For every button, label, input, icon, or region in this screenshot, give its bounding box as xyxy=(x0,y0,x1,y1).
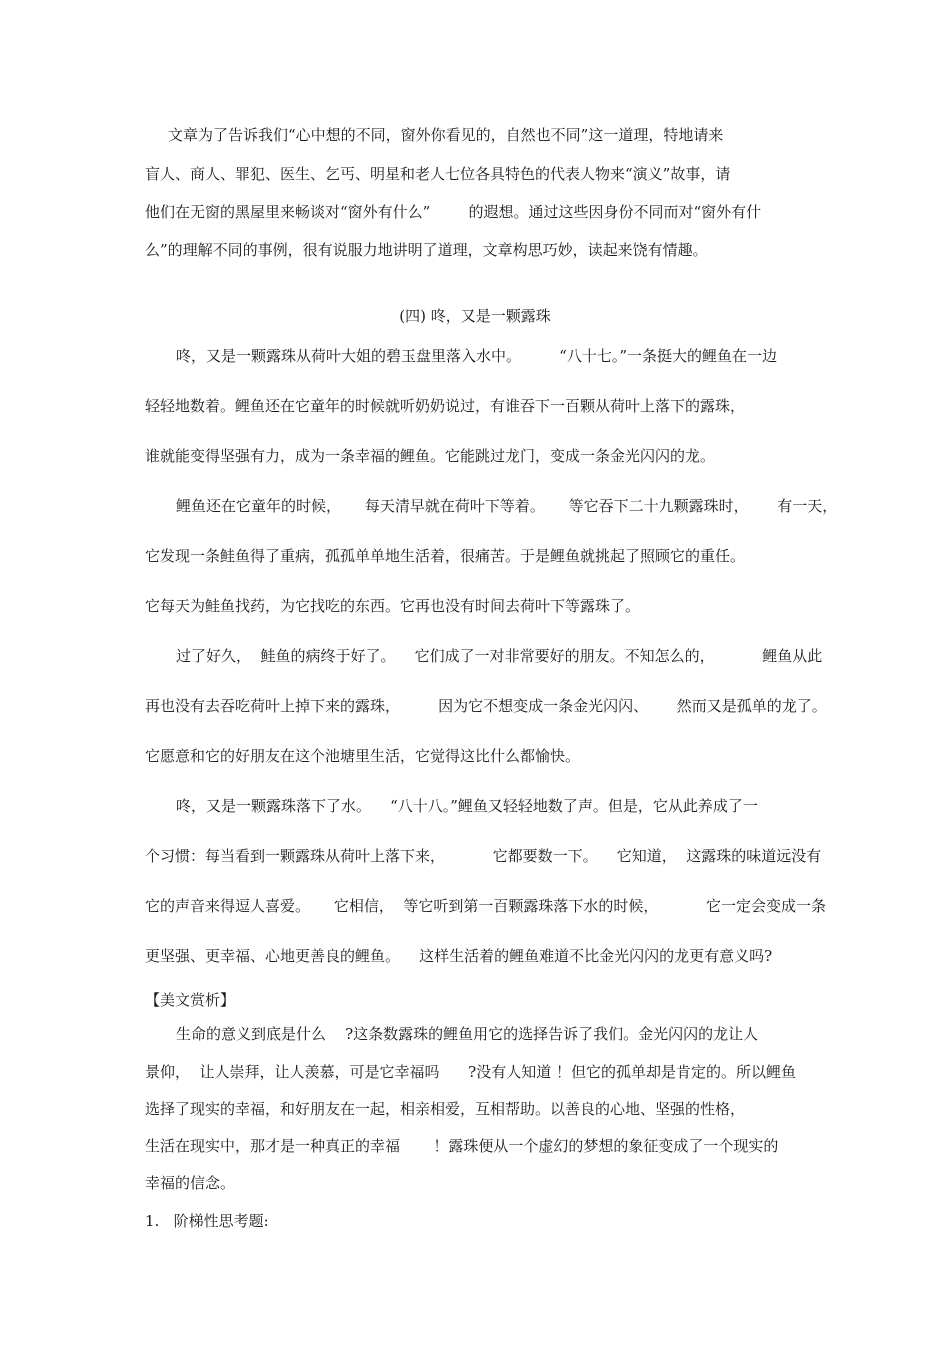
story-p2-line-2: 它发现一条鲑鱼得了重病，孤孤单单地生活着，很痛苦。于是鲤鱼就挑起了照顾它的重任。 xyxy=(145,547,746,565)
intro-line-4: 么”的理解不同的事例，很有说服力地讲明了道理，文章构思巧妙，读起来饶有情趣。 xyxy=(145,241,708,259)
story-p4-line-1: 咚，又是一颗露珠落下了水。 “八十八。”鲤鱼又轻轻地数了声。但是，它从此养成了一 xyxy=(176,797,758,815)
story-p3-line-1: 过了好久， 鲑鱼的病终于好了。 它们成了一对非常要好的朋友。不知怎么的， 鲤鱼从此 xyxy=(176,647,823,665)
appreciation-line-4: 生活在现实中，那才是一种真正的幸福 ！露珠便从一个虚幻的梦想的象征变成了一个现实的 xyxy=(145,1137,779,1155)
intro-line-3: 他们在无窗的黑屋里来畅谈对“窗外有什么” 的遐想。通过这些因身份不同而对“窗外有什 xyxy=(145,203,762,221)
story-p2-line-3: 它每天为鲑鱼找药，为它找吃的东西。它再也没有时间去荷叶下等露珠了。 xyxy=(145,597,641,615)
story-p1-line-2: 轻轻地数着。鲤鱼还在它童年的时候就听奶奶说过，有谁吞下一百颗从荷叶上落下的露珠， xyxy=(145,397,746,415)
appreciation-line-2: 景仰， 让人崇拜，让人羡慕，可是它幸福吗 ?没有人知道 ！但它的孤单却是肯定的。所以鲤鱼 xyxy=(145,1063,796,1081)
appreciation-line-3: 选择了现实的幸福，和好朋友在一起，相亲相爱，互相帮助。以善良的心地、坚强的性格， xyxy=(145,1100,746,1118)
appreciation-line-1: 生命的意义到底是什么 ?这条数露珠的鲤鱼用它的选择告诉了我们。金光闪闪的龙让人 xyxy=(176,1025,759,1043)
story-p4-line-2: 个习惯：每当看到一颗露珠从荷叶上落下来， 它都要数一下。 它知道， 这露珠的味道远没有 xyxy=(145,847,822,865)
story-p4-line-3: 它的声音来得逗人喜爱。 它相信， 等它听到第一百颗露珠落下水的时候， 它一定会变成一条 xyxy=(145,897,827,915)
story-p1-line-3: 谁就能变得坚强有力，成为一条幸福的鲤鱼。它能跳过龙门，变成一条金光闪闪的龙。 xyxy=(145,447,716,465)
story-p4-line-4: 更坚强、更幸福、心地更善良的鲤鱼。 这样生活着的鲤鱼难道不比金光闪闪的龙更有意义吗? xyxy=(145,947,773,965)
story-p3-line-2: 再也没有去吞吃荷叶上掉下来的露珠， 因为它不想变成一条金光闪闪、 然而又是孤单的龙了。 xyxy=(145,697,827,715)
appreciation-line-5: 幸福的信念。 xyxy=(145,1174,236,1192)
question-heading: 1. 阶梯性思考题: xyxy=(145,1212,269,1230)
intro-line-2: 盲人、商人、罪犯、医生、乞丐、明星和老人七位各具特色的代表人物来“演义”故事，请 xyxy=(145,165,731,183)
appreciation-heading: 【美文赏析】 xyxy=(145,991,236,1009)
story-p3-line-3: 它愿意和它的好朋友在这个池塘里生活，它觉得这比什么都愉快。 xyxy=(145,747,581,765)
intro-line-1: 文章为了告诉我们“心中想的不同，窗外你看见的，自然也不同”这一道理，特地请来 xyxy=(168,126,724,144)
section-title: (四) 咚，又是一颗露珠 xyxy=(399,307,551,325)
story-p1-line-1: 咚，又是一颗露珠从荷叶大姐的碧玉盘里落入水中。 “八十七。”一条挺大的鲤鱼在一边 xyxy=(176,347,777,365)
story-p2-line-1: 鲤鱼还在它童年的时候， 每天清早就在荷叶下等着。 等它吞下二十九颗露珠时， 有一天， xyxy=(176,497,838,515)
